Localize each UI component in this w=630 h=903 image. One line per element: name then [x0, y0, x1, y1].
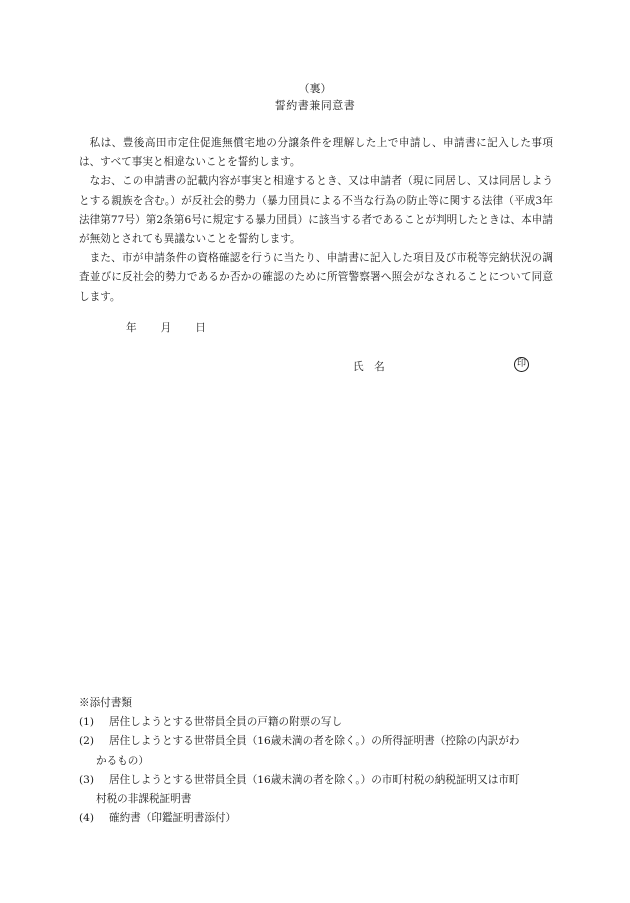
attachment-number: (4) [79, 812, 95, 825]
pledge-paragraph: なお、この申請書の記載内容が事実と相違するとき、又は申請者（現に同居し、又は同居しようとする親族を含む。）が反社会的勢力（暴力団員による不当な行為の防止等に関する法律（平成3年法律第77号）第2条第6号に規定する暴力団員）に該当する者であることが判明したときは、本申請が無効とされても異議ないことを誓約します。 [79, 175, 553, 246]
attachment-text [109, 713, 559, 732]
attachment-line: 居住しようとする世帯員全員の戸籍の附票の写し [109, 716, 343, 729]
attachment-line: 村税の非課税証明書 [96, 793, 192, 806]
attachment-number: (2) [79, 735, 95, 748]
document-title: 誓約書兼同意書 [274, 99, 356, 112]
date-year-label: 年 [126, 322, 137, 334]
attachment-text [96, 732, 559, 770]
attachment-item [79, 713, 559, 732]
attachment-line: 居住しようとする世帯員全員（16歳未満の者を除く。）の所得証明書（控除の内訳がわ [109, 735, 520, 748]
attachment-item [79, 809, 559, 828]
attachment-item [79, 732, 559, 770]
attachment-number: (3) [79, 773, 95, 786]
attachment-line: 居住しようとする世帯員全員（16歳未満の者を除く。）の市町村税の納税証明又は市町 [109, 773, 520, 786]
attachment-item [79, 771, 559, 809]
attachment-text [96, 771, 559, 809]
attachment-line: 確約書（印鑑証明書添付） [109, 812, 237, 825]
date-month-label: 月 [160, 322, 172, 334]
attachment-number: (1) [79, 716, 95, 729]
attachments-section [79, 694, 559, 828]
attachments-heading: ※添付書類 [79, 697, 132, 709]
date-line [126, 321, 206, 335]
name-label: 氏 名 [353, 361, 385, 373]
pledge-paragraph: また、市が申請条件の資格確認を行うに当たり、申請書に記入した項目及び市税等完納状況の調査並びに反社会的勢力であるか否かの確認のために所管警察署へ照会がなされることについて同意します。 [79, 252, 553, 303]
pledge-paragraph: 私は、豊後高田市定住促進無償宅地の分譲条件を理解した上で申請し、申請書に記入した事項は、すべて事実と相違ないことを誓約します。 [79, 137, 553, 169]
pledge-body [79, 134, 553, 307]
date-day-label: 日 [195, 322, 206, 334]
page-side-label: （裏） [298, 82, 332, 95]
seal-mark-icon: 印 [514, 357, 529, 372]
attachment-line: かるもの） [96, 754, 149, 767]
attachment-text [109, 809, 559, 828]
